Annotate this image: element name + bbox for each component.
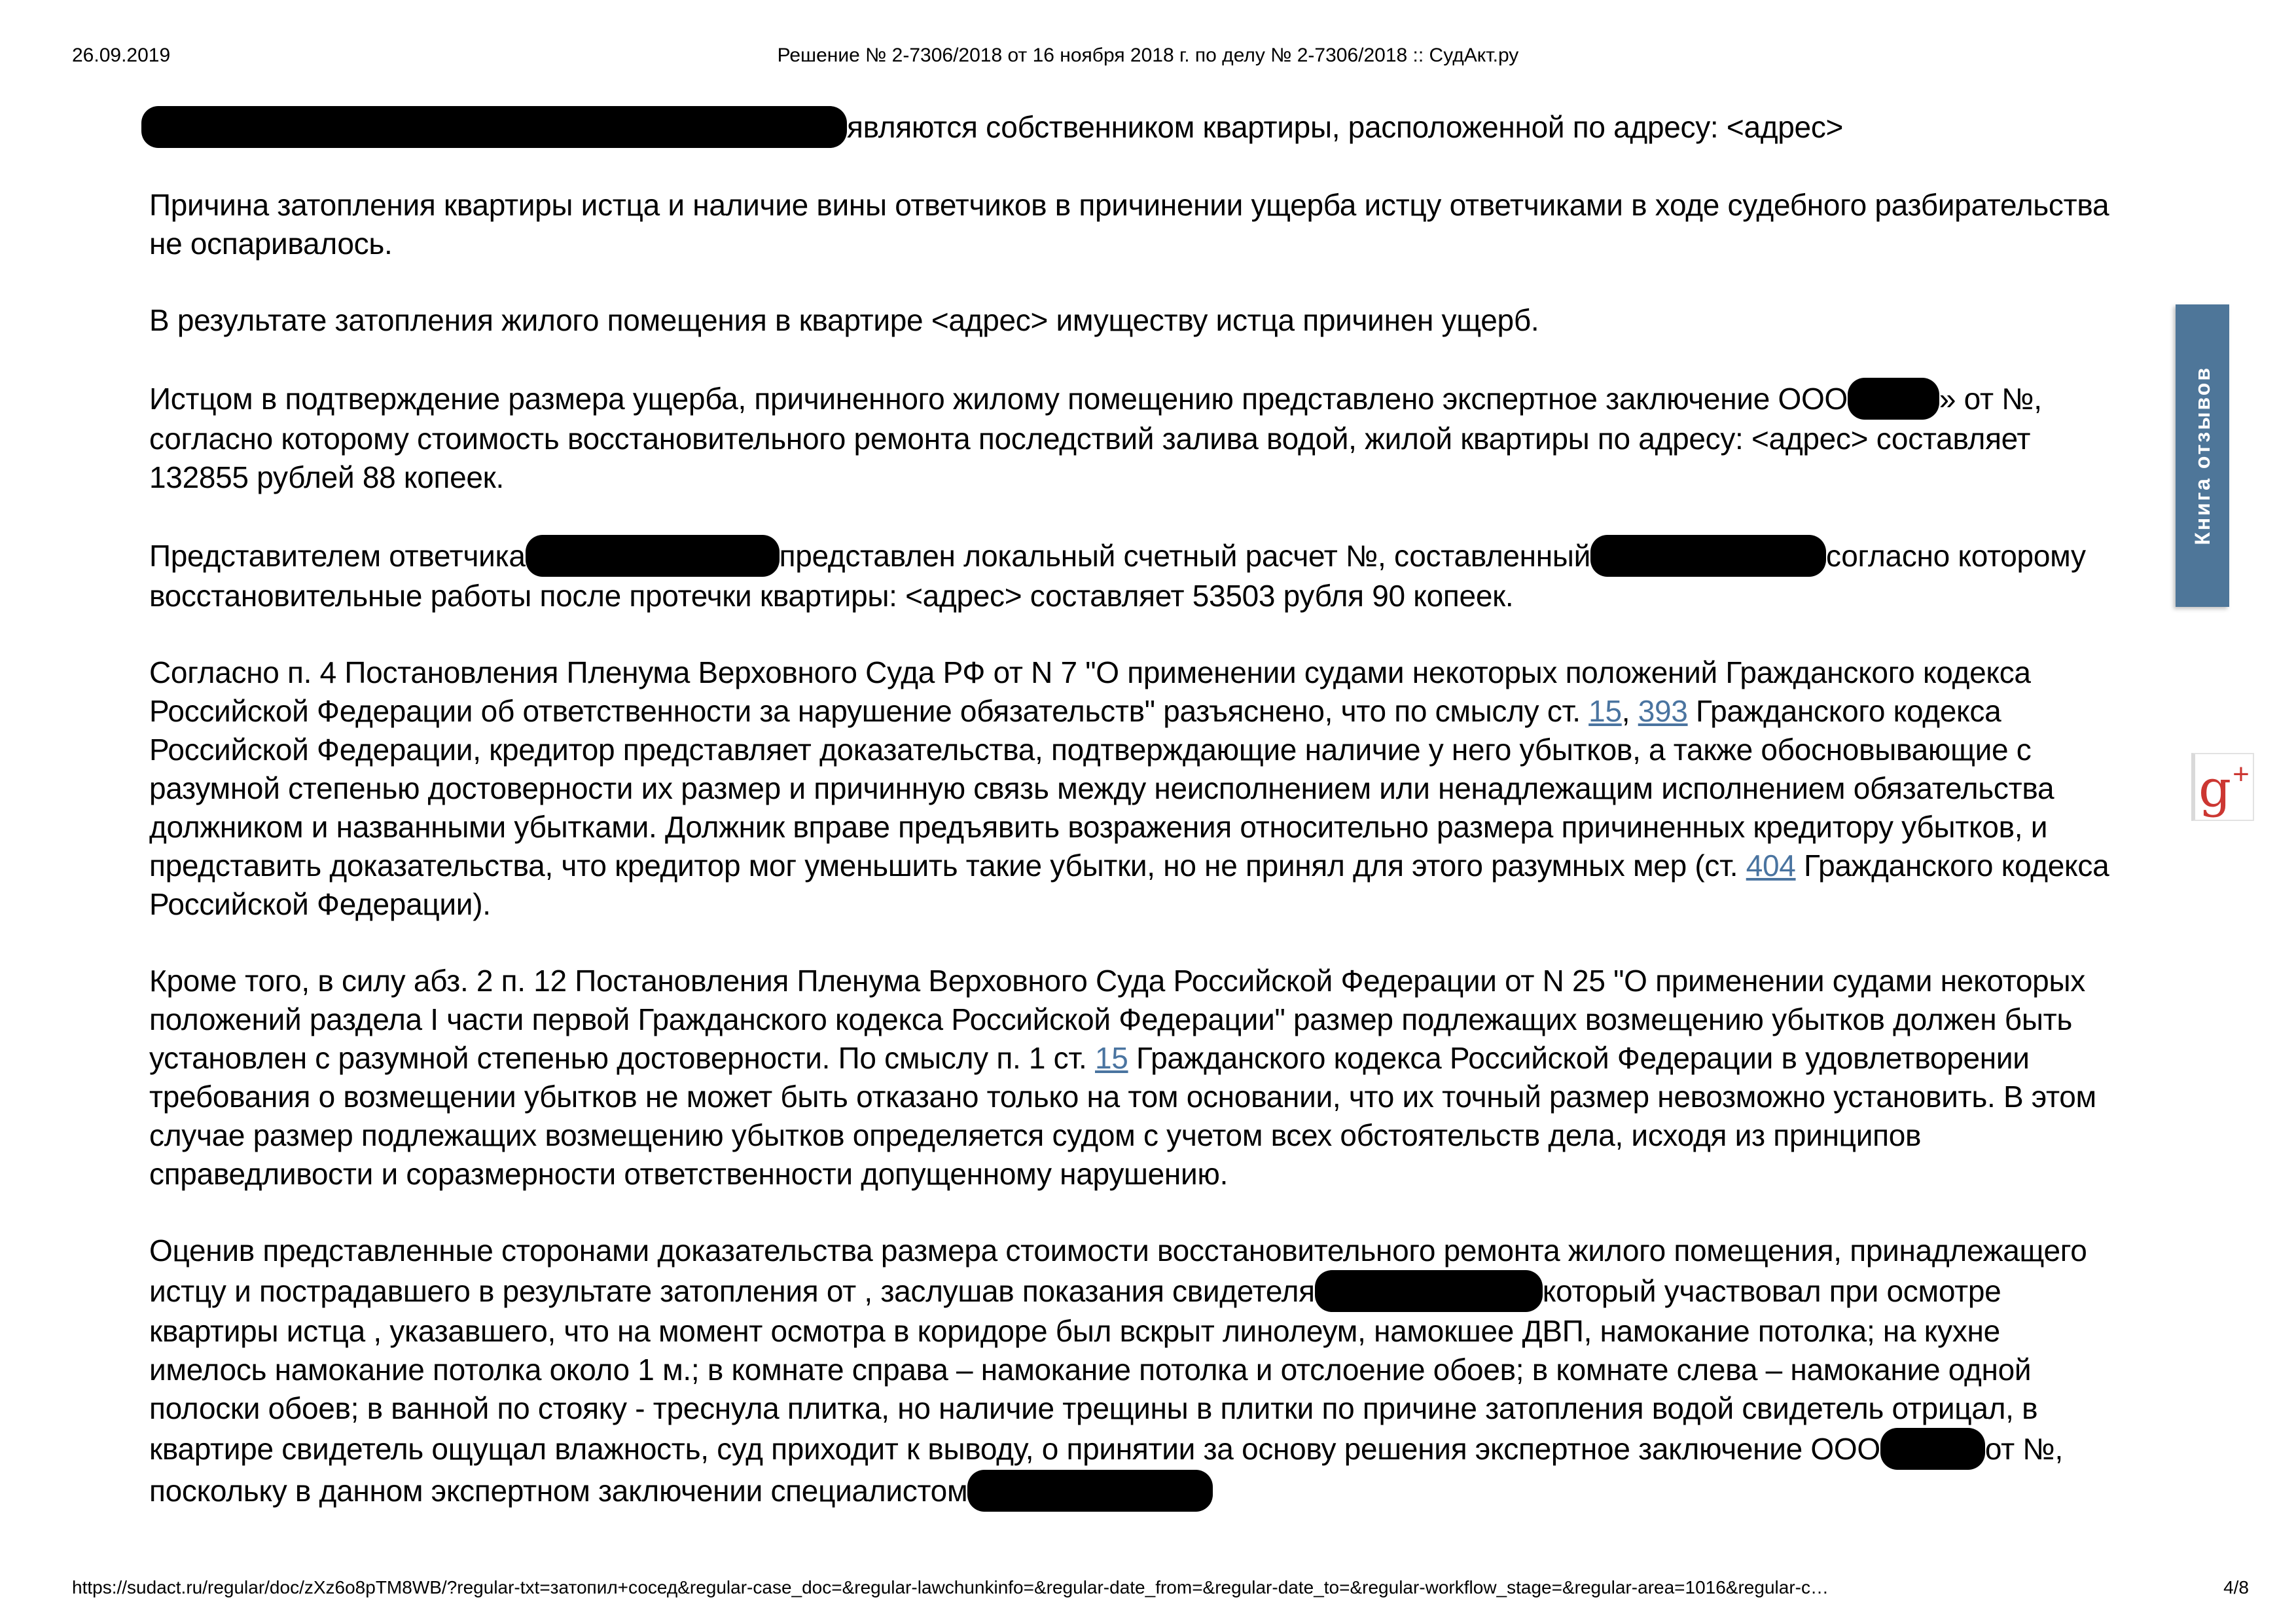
text-run: представлен локальный счетный расчет №, составленный (779, 539, 1591, 573)
paragraph (149, 301, 2123, 340)
paragraph (149, 106, 2123, 148)
google-plus-share-button[interactable] (2191, 753, 2254, 821)
text-run: Представителем ответчика (149, 539, 526, 573)
text-run: согласно которому восстановительные работы после протечки квартиры: <адрес> составляет 53503 рубля 90 копеек. (149, 539, 2086, 613)
paragraph (149, 535, 2123, 615)
text-run: Гражданского кодекса Российской Федерации, кредитор представляет доказательства, подтверждающие наличие у него убытков, а также обосновывающие с разумной степенью достоверности их размер и причинную связь между неисполнением или ненадлежащим исполнением обязательства должником и названными убытками. Должник вправе предъявить возражения относительно размера причиненных кредитору убытков, и представить доказательства, что кредитор мог уменьшить такие убытки, но не принял для этого разумных мер (ст. (149, 694, 2054, 883)
text-run: Кроме того, в силу абз. 2 п. 12 Постановления Пленума Верховного Суда Российской Федерации от N 25 "О применении судами некоторых положений раздела I части первой Гражданского кодекса Российской Федерации" размер подлежащих возмещению убытков должен быть установлен с разумной степенью достоверности. По смыслу п. 1 ст. (149, 964, 2085, 1075)
redaction-bar (1880, 1428, 1985, 1470)
redaction-bar (1315, 1270, 1543, 1312)
redaction-bar (1848, 378, 1939, 420)
google-plus-icon: g+ (2198, 757, 2250, 818)
text-run: » от №, согласно которому стоимость восстановительного ремонта последствий залива водой, жилой квартиры по адресу: <адрес> составляет 132855 рублей 88 копеек. (149, 382, 2042, 494)
paragraph (149, 186, 2123, 263)
law-article-link[interactable]: 404 (1746, 848, 1796, 883)
text-run: Гражданского кодекса Российской Федерации в удовлетворении требования о возмещении убытков не может быть отказано только на том основании, что их точный размер невозможно установить. В этом случае размер подлежащих возмещению убытков определяется судом с учетом всех обстоятельств дела, исходя из принципов справедливости и соразмерности ответственности допущенному нарушению. (149, 1041, 2096, 1191)
text-run: В результате затопления жилого помещения в квартире <адрес> имуществу истца причинен ущерб. (149, 303, 1539, 337)
text-run: Гражданского кодекса Российской Федерации). (149, 848, 2109, 921)
paragraph (149, 962, 2123, 1194)
text-run: Причина затопления квартиры истца и наличие вины ответчиков в причинении ущерба истцу ответчиками в ходе судебного разбирательства не оспаривалось. (149, 188, 2109, 261)
feedback-book-banner[interactable] (2176, 304, 2229, 607)
text-run: Оценив представленные сторонами доказательства размера стоимости восстановительного ремонта жилого помещения, принадлежащего истцу и пострадавшего в результате затопления от , заслушав показания свидетеля (149, 1233, 2087, 1308)
page-title: Решение № 2-7306/2018 от 16 ноября 2018 г. по делу № 2-7306/2018 :: СудАкт.ру (777, 45, 1519, 66)
redaction-bar (1590, 535, 1826, 577)
text-run: от №, поскольку в данном экспертном заключении специалистом (149, 1432, 2063, 1508)
text-run: который участвовал при осмотре квартиры истца , указавшего, что на момент осмотра в коридоре был вскрыт линолеум, намокшее ДВП, намокание потолка; на кухне имелось намокание потолка около 1 м.; в комнате справа – намокание потолка и отслоение обоев; в комнате слева – намокание одной полоски обоев; в ванной по стояку - треснула плитка, но наличие трещины в плитки по причине затопления водой свидетель отрицал, в квартире свидетель ощущал влажность, суд приходит к выводу, о принятии за основу решения экспертное заключение ООО (149, 1274, 2038, 1466)
print-date: 26.09.2019 (72, 45, 171, 66)
decision-text (149, 106, 2123, 1550)
redaction-bar (526, 535, 780, 577)
paragraph (149, 653, 2123, 924)
redaction-bar (967, 1470, 1213, 1512)
page-indicator: 4/8 (2223, 1577, 2249, 1597)
paragraph (149, 1231, 2123, 1512)
text-run: Истцом в подтверждение размера ущерба, причиненного жилому помещению представлено экспертное заключение ООО (149, 382, 1848, 416)
feedback-book-banner-label: Книга отзывов (2190, 366, 2214, 545)
print-header (0, 45, 2296, 67)
text-run: , (1621, 694, 1638, 728)
paragraph (149, 378, 2123, 497)
text-run: являются собственником квартиры, расположенной по адресу: <адрес> (847, 110, 1844, 144)
source-url: https://sudact.ru/regular/doc/zXz6o8pTM8WB/?regular-txt=затопил+сосед&regular-case_doc=&regular-lawchunkinfo=&regular-date_from=&regular-date_to=&regular-workflow_stage=&regular-area=1016&regular-c… (72, 1577, 1829, 1597)
law-article-link[interactable]: 393 (1638, 694, 1688, 728)
law-article-link[interactable]: 15 (1095, 1041, 1128, 1075)
text-run: Согласно п. 4 Постановления Пленума Верховного Суда РФ от N 7 "О применении судами некоторых положений Гражданского кодекса Российской Федерации об ответственности за нарушение обязательств" разъяснено, что по смыслу ст. (149, 655, 2031, 728)
law-article-link[interactable]: 15 (1588, 694, 1622, 728)
redaction-bar (141, 106, 847, 148)
